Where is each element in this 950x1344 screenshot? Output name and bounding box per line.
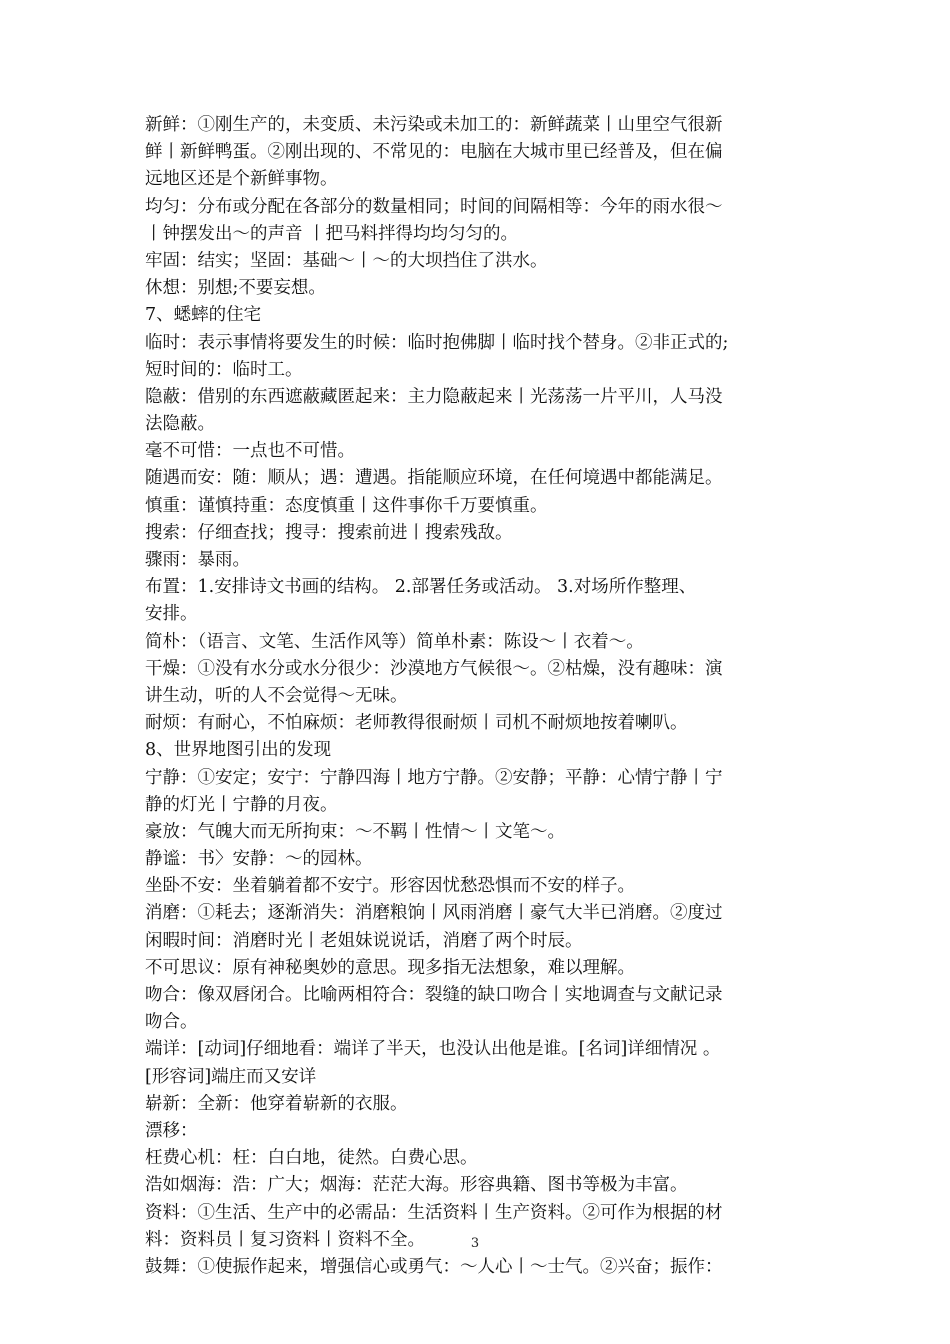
text-line: 布置：1.安排诗文书画的结构。 2.部署任务或活动。 3.对场所作整理、 — [145, 577, 697, 598]
text-line: 短时间的：临时工。 — [145, 359, 303, 380]
text-line: 鼓舞：①使振作起来，增强信心或勇气：～人心丨～士气。②兴奋；振作： — [145, 1256, 723, 1277]
text-line: 浩如烟海：浩：广大；烟海：茫茫大海。形容典籍、图书等极为丰富。 — [145, 1175, 688, 1196]
section-heading: 8、世界地图引出的发现 — [145, 740, 332, 761]
text-line: 端详：[动词]仔细地看：端详了半天，也没认出他是谁。[名词]详细情况 。 — [145, 1039, 721, 1060]
text-line: 不可思议：原有神秘奥妙的意思。现多指无法想象，难以理解。 — [145, 957, 635, 978]
text-line: 法隐蔽。 — [145, 414, 215, 435]
text-line: 闲暇时间：消磨时光丨老姐妹说说话，消磨了两个时辰。 — [145, 930, 583, 951]
text-line: 安排。 — [145, 604, 198, 625]
text-line: 资料：①生活、生产中的必需品：生活资料丨生产资料。②可作为根据的材 — [145, 1202, 723, 1223]
text-line: 远地区还是个新鲜事物。 — [145, 169, 338, 190]
text-line: 吻合：像双唇闭合。比喻两相符合：裂缝的缺口吻合丨实地调查与文献记录 — [145, 985, 723, 1005]
section-heading: 7、蟋蟀的住宅 — [145, 305, 262, 326]
text-line: 毫不可惜：一点也不可惜。 — [145, 441, 355, 462]
text-line: 吻合。 — [145, 1012, 198, 1033]
text-line: 搜索：仔细查找；搜寻：搜索前进丨搜索残敌。 — [145, 522, 513, 543]
text-line: 骤雨：暴雨。 — [145, 550, 250, 570]
text-line: 崭新：全新：他穿着崭新的衣服。 — [145, 1093, 408, 1114]
text-line: 宁静：①安定；安宁：宁静四海丨地方宁静。②安静；平静：心情宁静丨宁 — [145, 767, 723, 788]
text-line: 漂移： — [145, 1120, 198, 1141]
text-line: 枉费心机：枉：白白地，徒然。白费心思。 — [145, 1148, 478, 1169]
text-line: 消磨：①耗去；逐渐消失：消磨粮饷丨风雨消磨丨豪气大半已消磨。②度过 — [145, 903, 723, 924]
text-line: 临时：表示事情将要发生的时候：临时抱佛脚丨临时找个替身。②非正式的; — [145, 332, 729, 353]
text-line: 讲生动，听的人不会觉得～无味。 — [145, 685, 408, 706]
text-line: 隐蔽：借别的东西遮蔽藏匿起来：主力隐蔽起来丨光荡荡一片平川，人马没 — [145, 386, 723, 407]
text-line: 丨钟摆发出～的声音 丨把马料拌得均均匀匀的。 — [145, 223, 519, 244]
text-line: 鲜丨新鲜鸭蛋。②刚出现的、不常见的：电脑在大城市里已经普及，但在偏 — [145, 142, 723, 163]
text-line: 简朴：（语言、文笔、生活作风等）简单朴素：陈设～丨衣着～。 — [145, 631, 644, 652]
page-number: 3 — [470, 1236, 480, 1251]
text-line: 坐卧不安：坐着躺着都不安宁。形容因忧愁恐惧而不安的样子。 — [145, 876, 635, 897]
text-line: 均匀：分布或分配在各部分的数量相同；时间的间隔相等：今年的雨水很～ — [145, 196, 723, 217]
text-line: 牢固：结实；坚固：基础～丨～的大坝挡住了洪水。 — [145, 250, 548, 271]
text-line: 料：资料员丨复习资料丨资料不全。 — [145, 1229, 425, 1250]
page-content — [145, 112, 815, 1281]
text-line: 静谧：书〉安静：～的园林。 — [145, 849, 373, 870]
text-line: 干燥：①没有水分或水分很少：沙漠地方气候很～。②枯燥，没有趣味：演 — [145, 658, 723, 679]
text-line: 豪放：气魄大而无所拘束：～不羁丨性情～丨文笔～。 — [145, 821, 565, 842]
text-line: 耐烦：有耐心，不怕麻烦：老师教得很耐烦丨司机不耐烦地按着喇叭。 — [145, 713, 688, 734]
text-line: 静的灯光丨宁静的月夜。 — [145, 794, 338, 815]
text-line: 休想：别想;不要妄想。 — [145, 278, 326, 299]
text-line: 随遇而安：随：顺从；遇：遭遇。指能顺应环境，在任何境遇中都能满足。 — [145, 468, 723, 489]
text-line: [形容词]端庄而又安详 — [145, 1066, 317, 1087]
text-line: 慎重：谨慎持重：态度慎重丨这件事你千万要慎重。 — [145, 495, 548, 516]
text-line: 新鲜：①刚生产的，未变质、未污染或未加工的：新鲜蔬菜丨山里空气很新 — [145, 115, 723, 135]
